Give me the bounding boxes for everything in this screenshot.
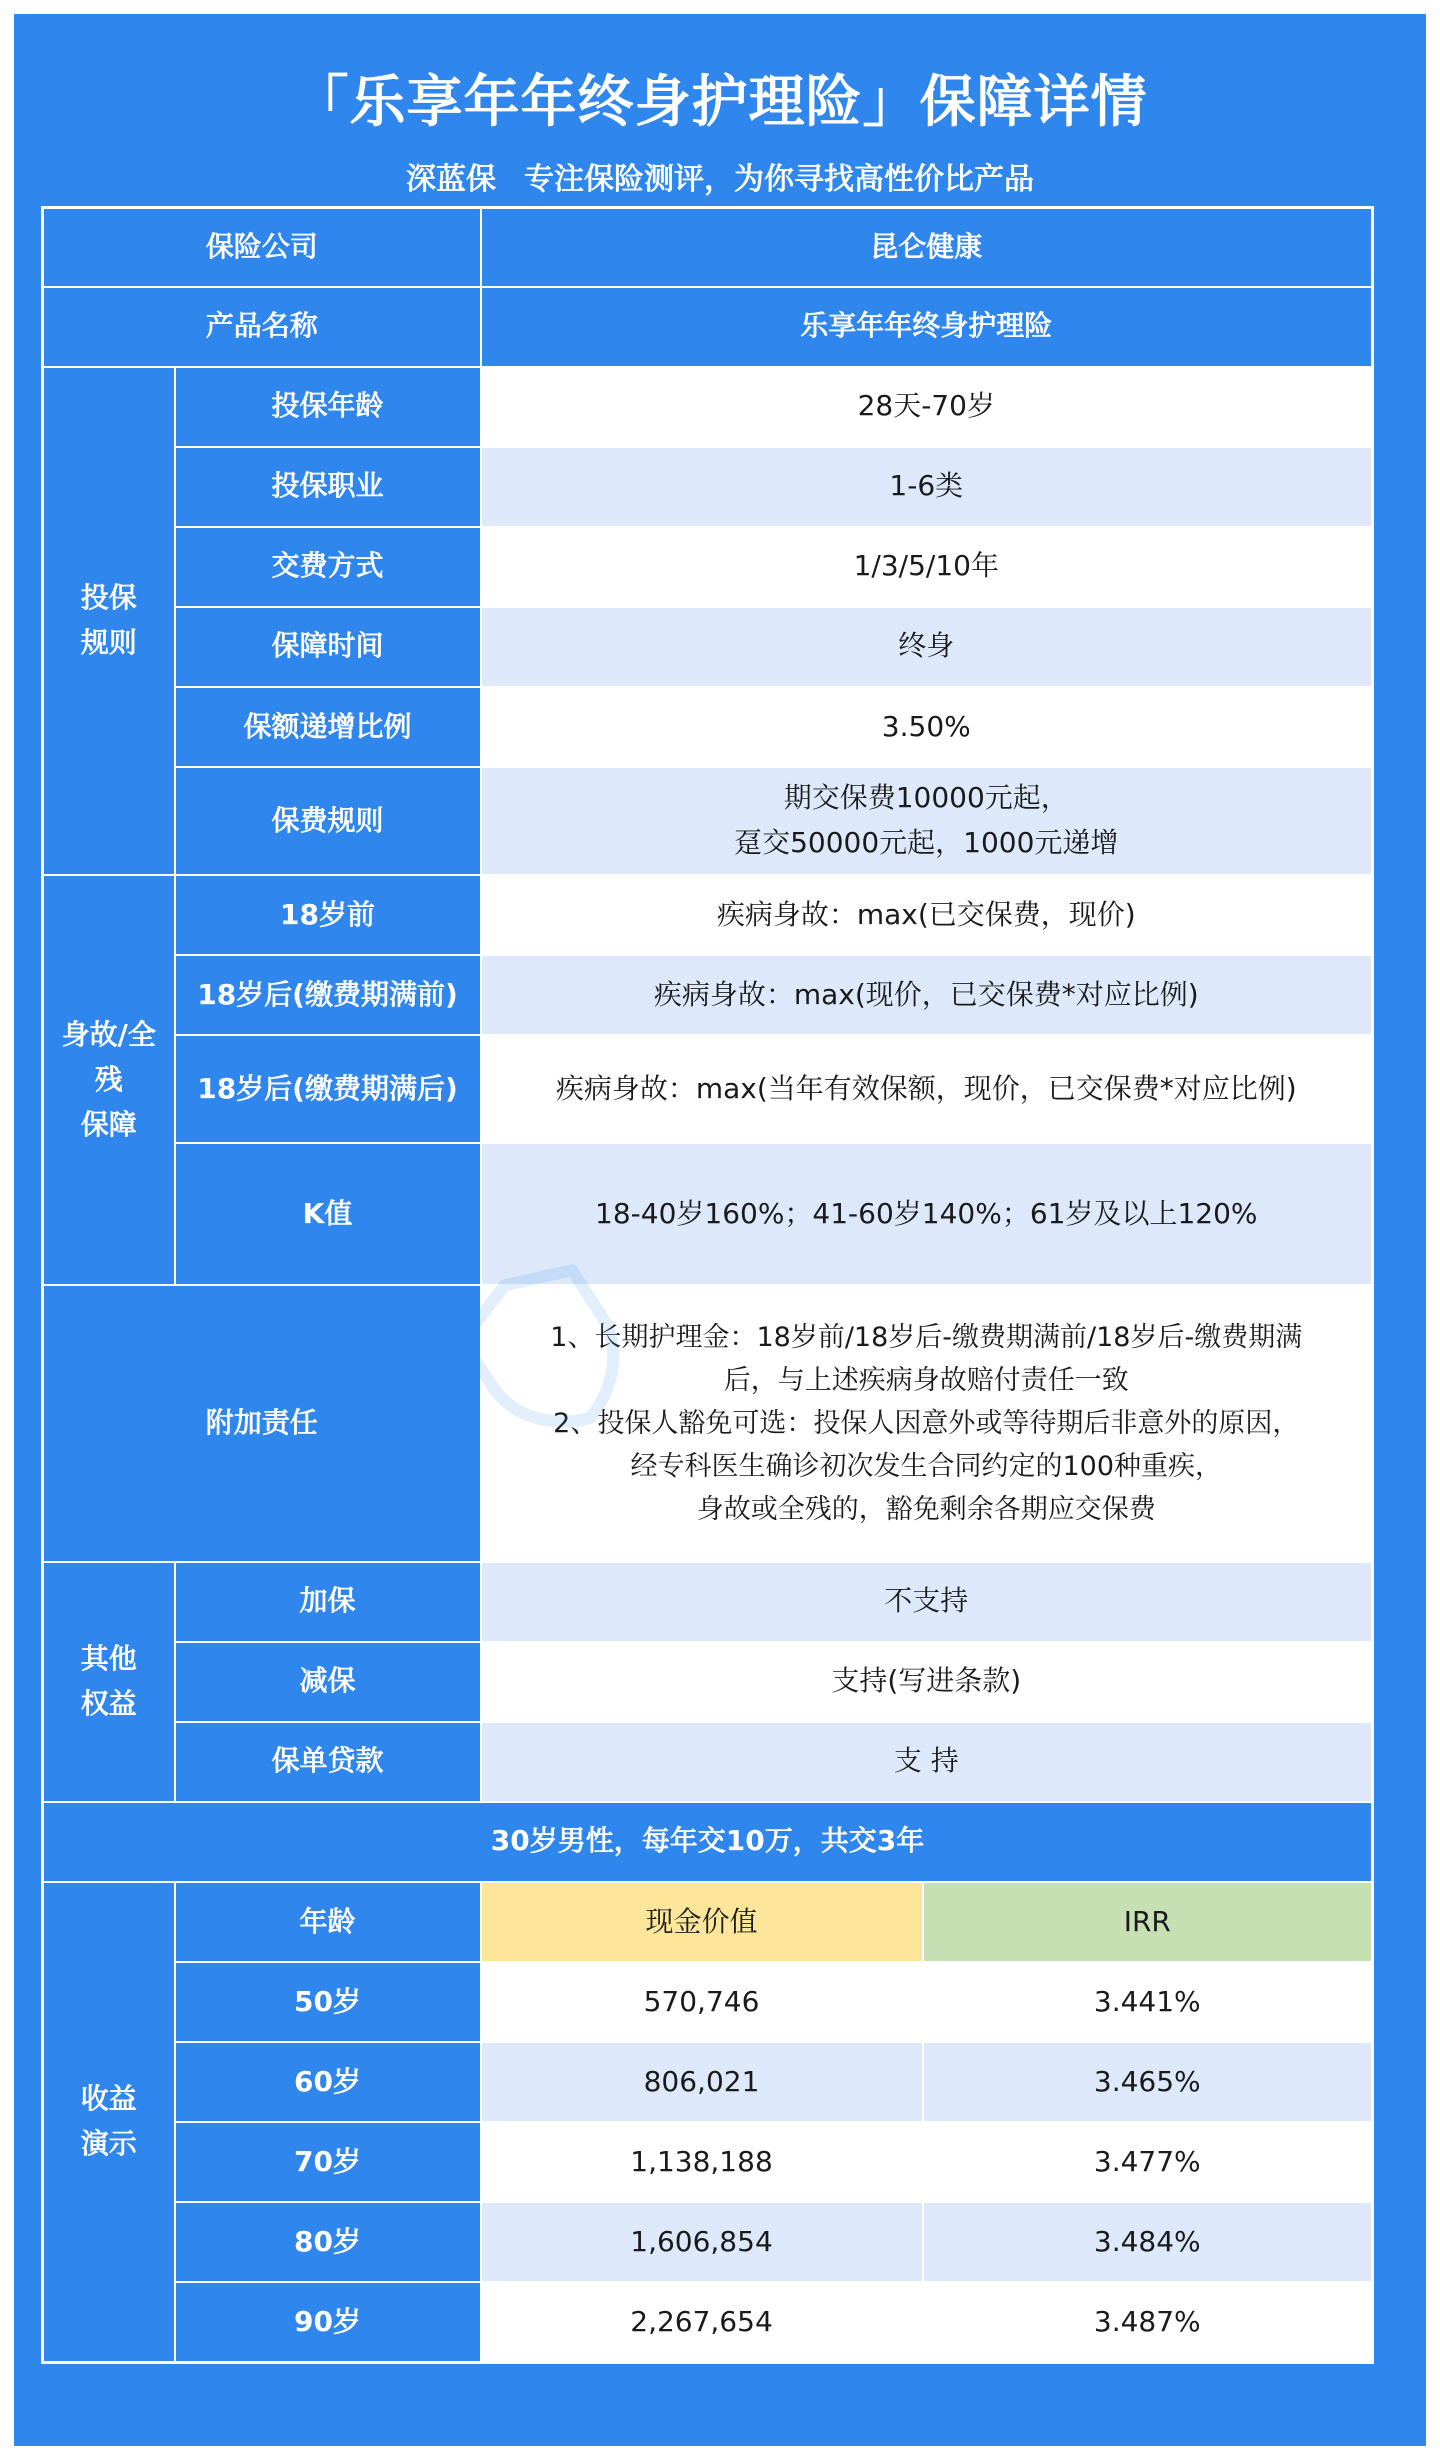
table-row <box>43 1143 1373 1285</box>
rule-label: 保障时间 <box>175 607 481 687</box>
demo-irr: 3.465% <box>923 2042 1373 2122</box>
page-subtitle <box>14 154 1426 198</box>
table-row <box>43 767 1373 875</box>
demo-irr: 3.477% <box>923 2122 1373 2202</box>
extra-label: 附加责任 <box>43 1285 481 1561</box>
death-label: K值 <box>175 1143 481 1285</box>
demo-age: 70岁 <box>175 2122 481 2202</box>
table-row <box>43 1962 1373 2042</box>
other-value: 支持(写进条款) <box>481 1642 1373 1722</box>
page-title: 「乐享年年终身护理险」保障详情 <box>292 70 1148 135</box>
rule-label: 保费规则 <box>175 767 481 875</box>
death-label: 18岁后(缴费期满前) <box>175 955 481 1035</box>
demo-group-label: 收益 演示 <box>43 1882 175 2363</box>
death-value: 疾病身故：max(当年有效保额，现价，已交保费*对应比例) <box>481 1035 1373 1143</box>
death-value: 疾病身故：max(已交保费，现价) <box>481 875 1373 955</box>
demo-age: 80岁 <box>175 2202 481 2282</box>
company-value: 昆仑健康 <box>481 208 1373 287</box>
demo-cash-value: 806,021 <box>481 2042 923 2122</box>
brand-tagline: 专注保险测评，为你寻找高性价比产品 <box>524 162 1034 197</box>
table-row <box>43 2042 1373 2122</box>
table-row <box>43 687 1373 767</box>
death-value: 18-40岁160%；41-60岁140%；61岁及以上120% <box>481 1143 1373 1285</box>
rule-value: 28天-70岁 <box>481 367 1373 447</box>
other-value: 不支持 <box>481 1562 1373 1642</box>
demo-irr: 3.484% <box>923 2202 1373 2282</box>
demo-caption: 30岁男性，每年交10万，共交3年 <box>43 1802 1373 1882</box>
rule-label: 投保年龄 <box>175 367 481 447</box>
other-label: 加保 <box>175 1562 481 1642</box>
death-label: 18岁前 <box>175 875 481 955</box>
demo-cash-value: 1,606,854 <box>481 2202 923 2282</box>
product-label: 产品名称 <box>43 287 481 367</box>
table-row <box>43 287 1373 367</box>
table-row <box>43 208 1373 287</box>
demo-cash-value: 1,138,188 <box>481 2122 923 2202</box>
table-row <box>43 875 1373 955</box>
demo-irr: 3.441% <box>923 1962 1373 2042</box>
table-row <box>43 1562 1373 1642</box>
table-row <box>43 2122 1373 2202</box>
rule-value: 3.50% <box>481 687 1373 767</box>
other-value: 支 持 <box>481 1722 1373 1802</box>
table-row <box>43 527 1373 607</box>
rule-label: 投保职业 <box>175 447 481 527</box>
other-group-label: 其他 权益 <box>43 1562 175 1802</box>
table-row <box>43 1035 1373 1143</box>
insurance-detail-table <box>41 206 1374 2364</box>
table-row <box>43 447 1373 527</box>
demo-age: 90岁 <box>175 2282 481 2362</box>
rule-value: 期交保费10000元起， 趸交50000元起，1000元递增 <box>481 767 1373 875</box>
col-header-age: 年龄 <box>175 1882 481 1962</box>
product-value: 乐享年年终身护理险 <box>481 287 1373 367</box>
demo-age: 50岁 <box>175 1962 481 2042</box>
extra-value: 1、长期护理金：18岁前/18岁后-缴费期满前/18岁后-缴费期满 后，与上述疾病身故赔付责任一致 2、投保人豁免可选：投保人因意外或等待期后非意外的原因， 经专科医生确诊初次发生合同约定的100种重疾， 身故或全残的，豁免剩余各期应交保费 <box>481 1285 1373 1561</box>
table-row <box>43 1722 1373 1802</box>
table-row <box>43 955 1373 1035</box>
demo-age: 60岁 <box>175 2042 481 2122</box>
rule-label: 交费方式 <box>175 527 481 607</box>
rule-value: 1-6类 <box>481 447 1373 527</box>
table-row <box>43 367 1373 447</box>
table-row <box>43 2202 1373 2282</box>
table-row <box>43 1285 1373 1561</box>
death-value: 疾病身故：max(现价，已交保费*对应比例) <box>481 955 1373 1035</box>
table-row <box>43 1642 1373 1722</box>
demo-irr: 3.487% <box>923 2282 1373 2362</box>
death-label: 18岁后(缴费期满后) <box>175 1035 481 1143</box>
table-row <box>43 2282 1373 2362</box>
rule-value: 1/3/5/10年 <box>481 527 1373 607</box>
col-header-irr: IRR <box>923 1882 1373 1962</box>
rule-label: 保额递增比例 <box>175 687 481 767</box>
table-row <box>43 1882 1373 1962</box>
brand-name: 深蓝保 <box>406 162 496 197</box>
col-header-cash-value: 现金价值 <box>481 1882 923 1962</box>
rule-value: 终身 <box>481 607 1373 687</box>
death-group-label: 身故/全 残 保障 <box>43 875 175 1285</box>
demo-cash-value: 2,267,654 <box>481 2282 923 2362</box>
demo-cash-value: 570,746 <box>481 1962 923 2042</box>
table-row <box>43 1802 1373 1882</box>
rules-group-label: 投保 规则 <box>43 367 175 875</box>
company-label: 保险公司 <box>43 208 481 287</box>
other-label: 减保 <box>175 1642 481 1722</box>
other-label: 保单贷款 <box>175 1722 481 1802</box>
table-row <box>43 607 1373 687</box>
